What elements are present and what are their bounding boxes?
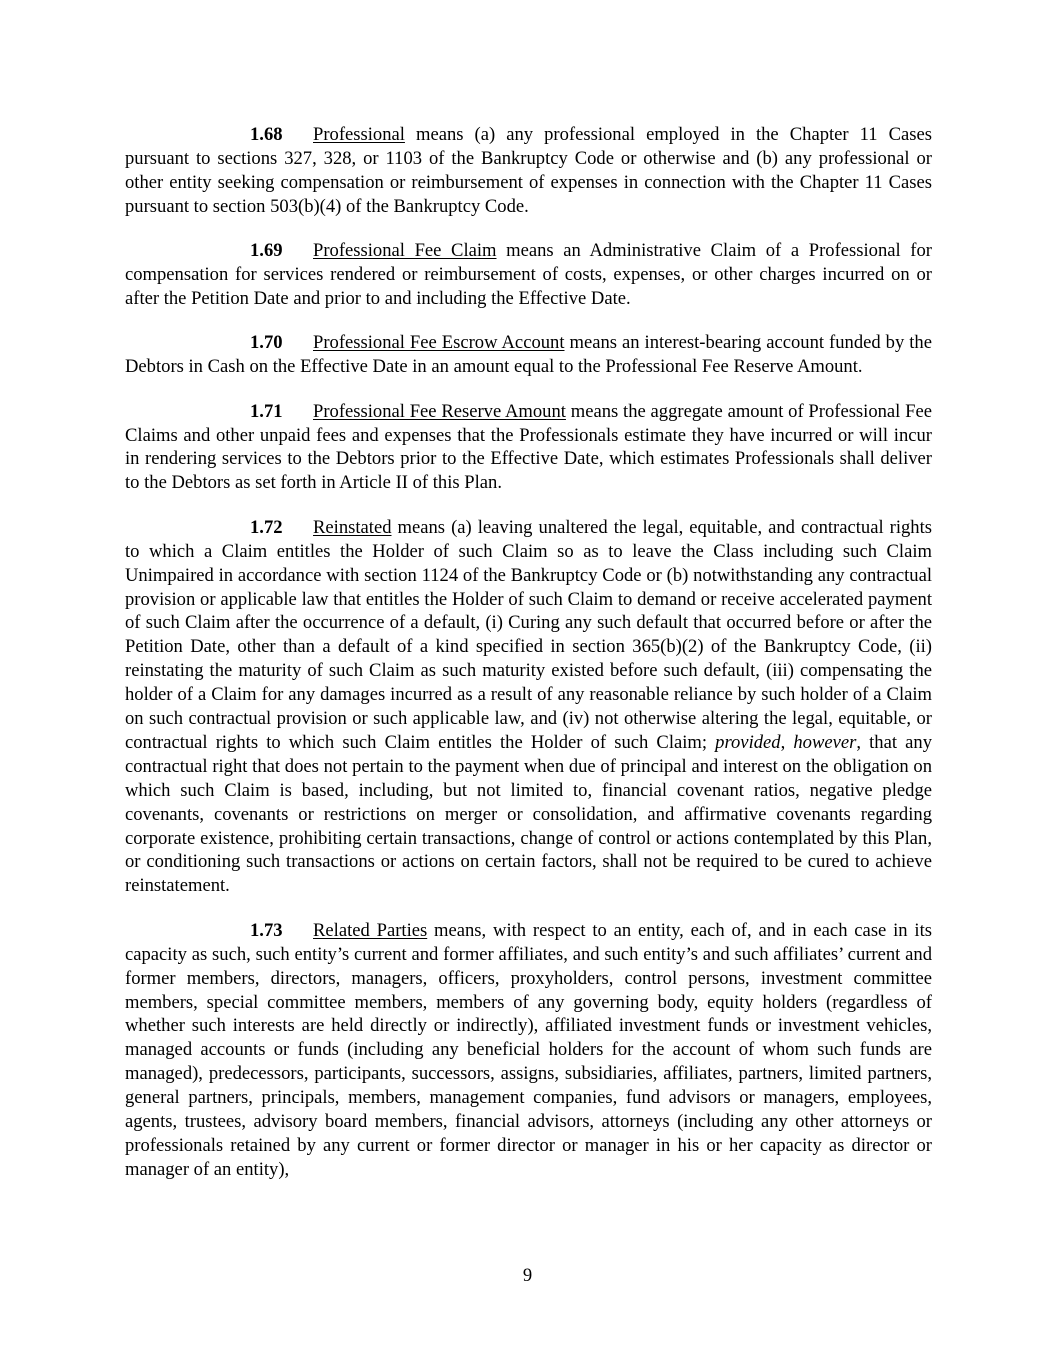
- definition-1-69: [125, 239, 932, 311]
- section-number: 1.73: [250, 919, 283, 941]
- definition-text: means (a) leaving unaltered the legal, equitable, and contractual rights to which a Claim entitles the Holder of such Claim so as to leave the Class including such Claim Unimpaired in accordance with section 1124 of the Bankruptcy Code or (b) notwithstanding any contractual provision or applicable law that entitles the Holder of such Claim to demand or receive accelerated payment of such Claim after the occurrence of a default, (i) Curing any such default that occurred before or after the Petition Date, other than a default of a kind specified in section 365(b)(2) of the Bankruptcy Code, (ii) reinstating the maturity of such Claim as such maturity existed before such default, (iii) compensating the holder of a Claim for any damages incurred as a result of any reasonable reliance by such holder of a Claim on such contractual provision or such applicable law, and (iv) not otherwise altering the legal, equitable, or contractual rights to which such Claim entitles the Holder of such Claim;: [125, 516, 932, 753]
- definition-1-73: [125, 919, 932, 1182]
- section-number: 1.70: [250, 332, 283, 354]
- definition-text-continued: , that any contractual right that does not pertain to the payment when due of principal and interest on the obligation on which such Claim is based, including, but not limited to, financial covenant ratios, negative pledge covenants, covenants or restrictions on merger or consolidation, and affirmative covenants regarding corporate existence, prohibiting certain transactions, change of control or actions contemplated by this Plan, or conditioning such transactions or actions on certain factors, shall not be required to be cured to achieve reinstatement.: [125, 731, 932, 897]
- defined-term: Reinstated: [313, 516, 392, 538]
- definition-1-68: [125, 123, 932, 219]
- document-body: [125, 123, 932, 1202]
- definition-text: means an Administrative Claim of a Professional for compensation for services rendered or reimbursement of costs, expenses, or other charges incurred on or after the Petition Date and prior to and including the Effective Date.: [125, 240, 932, 309]
- defined-term: Related Parties: [313, 919, 428, 941]
- definition-1-72: [125, 516, 932, 899]
- defined-term: Professional: [313, 124, 405, 145]
- section-number: 1.72: [250, 516, 283, 538]
- definition-1-71: [125, 400, 932, 496]
- definition-text: means an interest-bearing account funded by the Debtors in Cash on the Effective Date in an amount equal to the Professional Fee Reserve Amount.: [125, 332, 932, 378]
- italic-however: however: [793, 731, 857, 753]
- definition-text: means the aggregate amount of Professional Fee Claims and other unpaid fees and expenses that the Professionals estimate they have incurred or will incur in rendering services to the Debtors prior to the Effective Date, which estimates Professionals shall deliver to the Debtors as set forth in Article II of this Plan.: [125, 400, 932, 494]
- section-number: 1.68: [250, 124, 283, 145]
- definition-text: means (a) any professional employed in the Chapter 11 Cases pursuant to sections 327, 328, or 1103 of the Bankruptcy Code or otherwise and (b) any professional or other entity seeking compensation or reimbursement of expenses in connection with the Chapter 11 Cases pursuant to section 503(b)(4) of the Bankruptcy Code.: [125, 124, 932, 217]
- separator: ,: [780, 731, 794, 753]
- definition-text: means, with respect to an entity, each of, and in each case in its capacity as such, such entity’s current and former affiliates, and such entity’s and such affiliates’ current and former members, directors, managers, officers, proxyholders, control persons, investment committee members, special committee members, members of any governing body, equity holders (regardless of whether such interests are held directly or indirectly), affiliated investment funds or investment vehicles, managed accounts or funds (including any beneficial holders for the account of whom such funds are managed), predecessors, participants, successors, assigns, subsidiaries, affiliates, partners, limited partners, general partners, principals, members, management companies, fund advisors or managers, employees, agents, trustees, advisory board members, financial advisors, attorneys (including any other attorneys or professionals retained by any current or former director or manager in his or her capacity as director or manager of an entity),: [125, 919, 932, 1180]
- defined-term: Professional Fee Escrow Account: [313, 332, 565, 354]
- defined-term: Professional Fee Reserve Amount: [313, 400, 566, 422]
- section-number: 1.69: [250, 240, 283, 262]
- section-number: 1.71: [250, 400, 283, 422]
- definition-1-70: [125, 331, 932, 379]
- page-number: 9: [522, 1265, 533, 1286]
- italic-provided: provided: [715, 731, 781, 753]
- defined-term: Professional Fee Claim: [313, 240, 497, 262]
